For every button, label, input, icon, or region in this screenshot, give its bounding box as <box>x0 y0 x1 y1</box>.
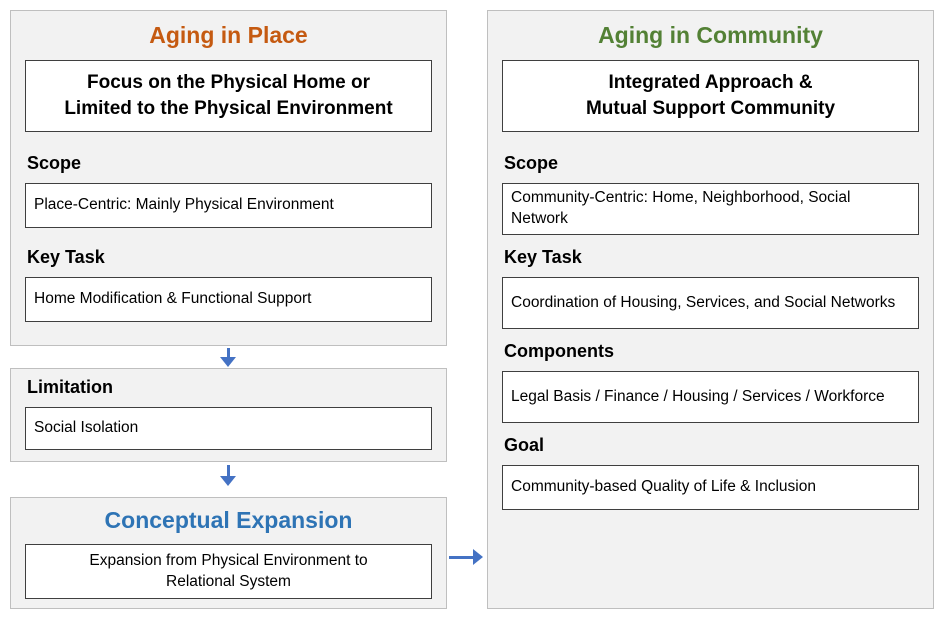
aging-in-community-headline <box>578 60 843 131</box>
arrow-head <box>220 357 236 367</box>
panel-aging-in-community <box>487 10 934 609</box>
aging-in-place-headline-line2: Limited to the Physical Environment <box>64 98 393 119</box>
aging-in-place-headline-line1: Focus on the Physical Home or <box>87 72 370 94</box>
aging-in-community-keytask-box <box>502 277 919 329</box>
label-scope-community: Scope <box>504 153 559 173</box>
value-goal: Community-based Quality of Life & Inclusion <box>511 478 816 496</box>
value-limitation: Social Isolation <box>34 419 139 437</box>
aging-in-community-scope-label-wrap <box>502 153 919 179</box>
limitation-label-wrap <box>25 377 432 403</box>
value-components: Legal Basis / Finance / Housing / Services / Workforce <box>511 387 885 405</box>
aging-in-place-scope-box <box>25 183 432 228</box>
aging-in-community-keytask-label-wrap <box>502 247 919 273</box>
panel-title-aging-in-place: Aging in Place <box>149 22 308 48</box>
arrow-shaft <box>449 556 475 559</box>
aging-in-community-headline-line1: Integrated Approach & <box>608 72 813 94</box>
panel-title-aging-in-community: Aging in Community <box>598 22 823 48</box>
panel-limitation <box>10 368 447 462</box>
value-scope-place: Place-Centric: Mainly Physical Environment <box>34 196 334 214</box>
arrow-head <box>220 476 236 486</box>
label-key-task-place: Key Task <box>27 247 105 267</box>
limitation-box <box>25 407 432 450</box>
aging-in-community-goal-label-wrap <box>502 435 919 461</box>
arrow-head <box>473 549 483 565</box>
label-components: Components <box>504 341 614 361</box>
label-key-task-community: Key Task <box>504 247 582 267</box>
label-scope-place: Scope <box>27 153 82 173</box>
aging-in-place-keytask-label-wrap <box>25 247 432 273</box>
panel-title-conceptual-expansion: Conceptual Expansion <box>104 507 353 533</box>
aging-in-community-goal-box <box>502 465 919 510</box>
conceptual-expansion-line1: Expansion from Physical Environment to <box>89 551 368 569</box>
aging-in-place-keytask-box <box>25 277 432 322</box>
aging-in-place-headline-box <box>25 60 432 132</box>
aging-in-community-headline-box <box>502 60 919 132</box>
aging-in-community-components-label-wrap <box>502 341 919 367</box>
aging-in-community-scope-box <box>502 183 919 235</box>
aging-in-place-scope-label-wrap <box>25 153 432 179</box>
label-limitation: Limitation <box>27 377 113 397</box>
label-goal: Goal <box>504 435 545 455</box>
value-key-task-community: Coordination of Housing, Services, and Social Networks <box>511 293 896 311</box>
panel-aging-in-place <box>10 10 447 346</box>
value-scope-community: Community-Centric: Home, Neighborhood, Social Network <box>511 189 851 227</box>
panel-conceptual-expansion <box>10 497 447 609</box>
conceptual-expansion-line2: Relational System <box>166 572 291 590</box>
aging-in-community-headline-line2: Mutual Support Community <box>585 98 836 119</box>
value-key-task-place: Home Modification & Functional Support <box>34 290 312 308</box>
aging-in-community-components-box <box>502 371 919 423</box>
aging-in-place-headline <box>56 60 400 131</box>
conceptual-expansion-box <box>25 544 432 599</box>
value-conceptual-expansion <box>81 544 375 600</box>
